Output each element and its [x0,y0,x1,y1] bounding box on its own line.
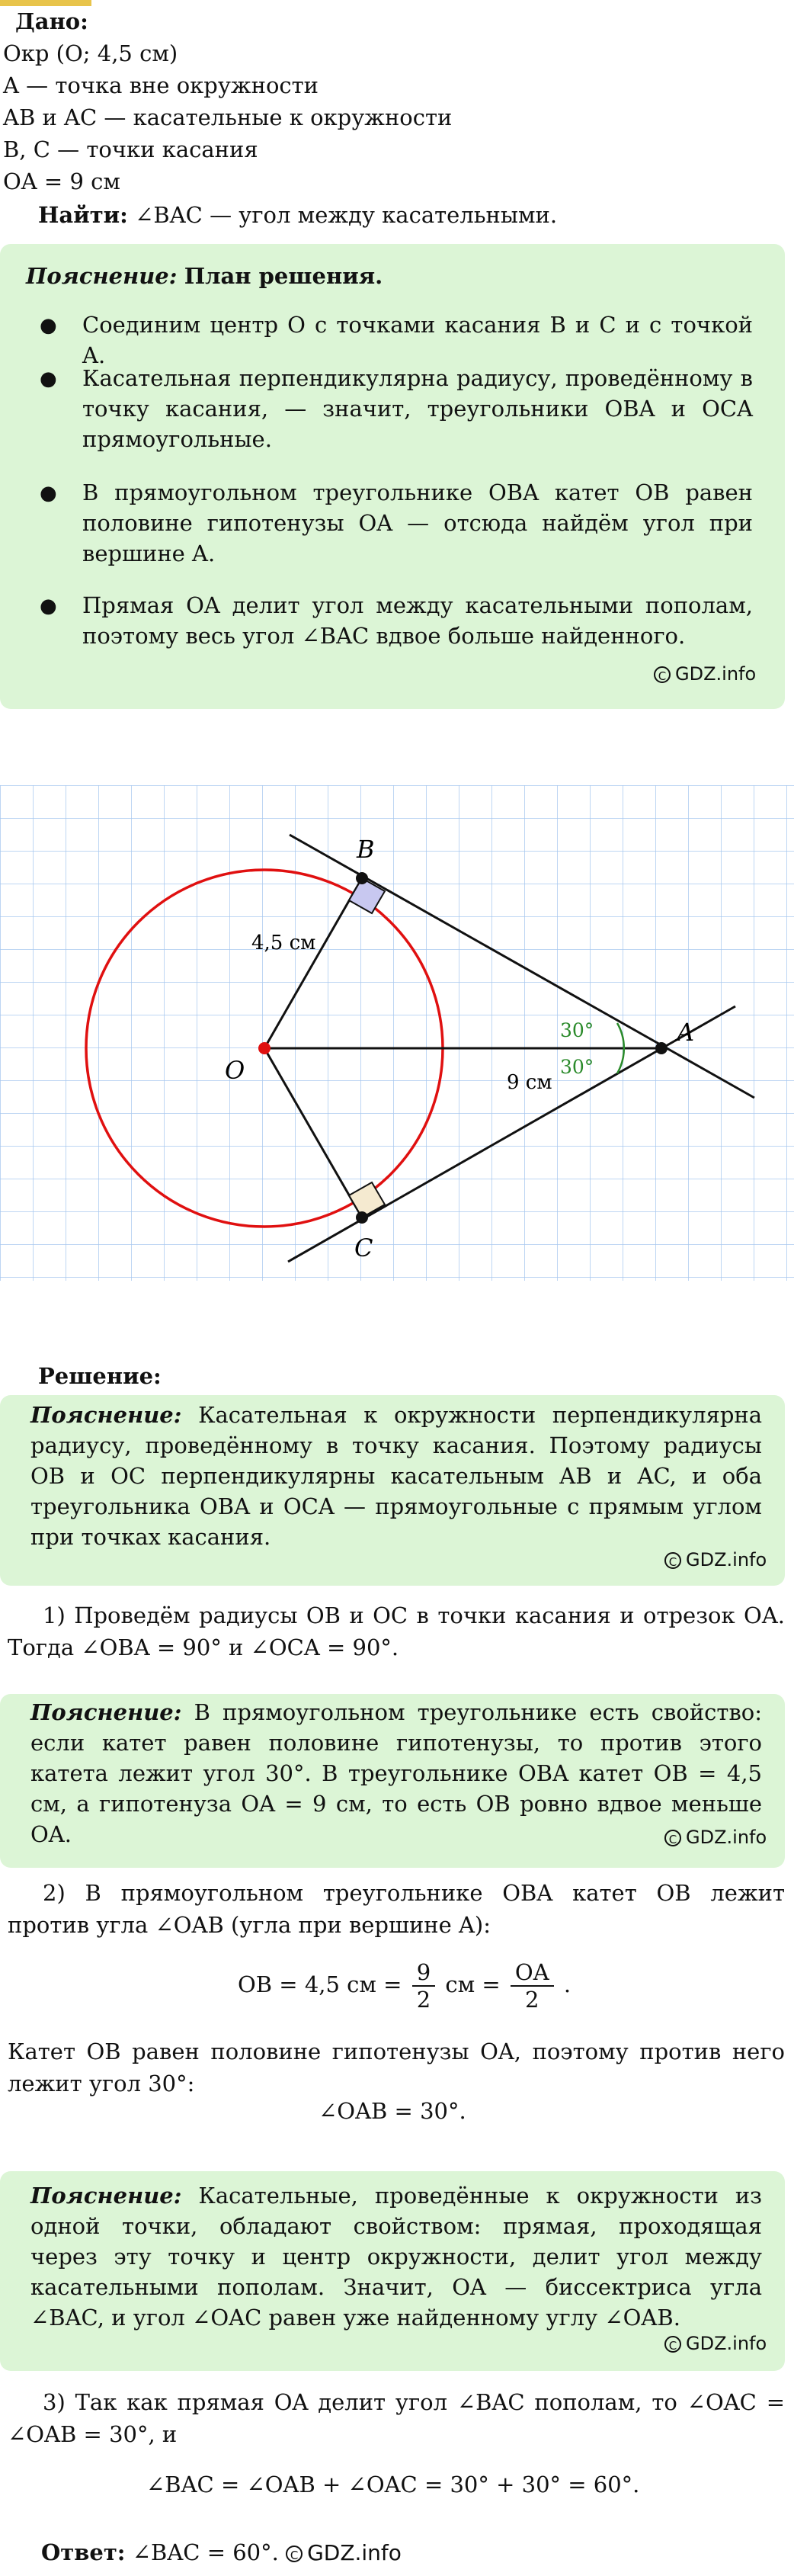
grid-background [0,785,794,1281]
formula1-mid: см = [445,1971,501,1997]
geometry-figure [0,785,794,1281]
label-b: B [357,835,375,864]
point-c [356,1211,368,1224]
expl3-copyright-text: GDZ.info [686,2333,767,2354]
fraction-num: OA [511,1959,554,1987]
expl1-head: Пояснение: [30,1402,182,1428]
copyright-icon: C [654,666,671,683]
copyright-icon: C [664,2336,681,2353]
expl1-text: Касательная к окружности перпендикулярна радиусу, проведённому в точку касания. Поэтому радиусы OB и OC перпендикулярны касательным AB и AC, и оба треугольника OBA и OCA — прямоугольные с прямым углом при точках касания. [30,1402,762,1550]
plan-copyright [654,663,756,685]
fraction-9-2 [412,1959,435,2013]
formula1-left: OB = 4,5 см = [238,1971,402,1997]
formula-3: ∠BAC = ∠OAB + ∠OAC = 30° + 30° = 60°. [146,2472,640,2497]
given-line-4: B, C — точки касания [3,136,258,162]
solution-title: Решение: [38,1363,162,1389]
copyright-icon: C [286,2546,303,2562]
fraction-den: 2 [416,1987,431,2013]
given-line-1: Окр (O; 4,5 см) [3,40,178,66]
answer-label: Ответ: [41,2539,126,2565]
plan-head: Пояснение: [26,263,178,289]
explanation-panel-3 [0,2171,785,2371]
plan-bullet-4: Прямая OA делит угол между касательными пополам, поэтому весь угол ∠BAC вдвое больше найденного. [82,592,753,649]
point-b [356,872,368,884]
step-2: 2) В прямоугольном треугольнике OBA катет OB лежит против угла ∠OAB (угла при вершине A): [8,1880,785,1938]
step-1: 1) Проведём радиусы OB и OC в точки касания и отрезок OA. Тогда ∠OBA = 90° и ∠OCA = 90°. [8,1602,785,1660]
label-c: C [354,1233,373,1262]
explanation-panel-1 [0,1395,785,1586]
step-3: 3) Так как прямая OA делит угол ∠BAC пополам, то ∠OAC = ∠OAB = 30°, и [8,2389,785,2447]
expl2-copyright [664,1827,767,1848]
bullet-dot: ● [40,367,57,390]
plan-header [26,261,383,291]
bullet-dot: ● [40,482,57,505]
answer-text: ∠BAC = 60°. [132,2539,279,2565]
plan-panel [0,244,785,709]
expl2-copyright-text: GDZ.info [686,1827,767,1848]
label-oa: 9 см [507,1071,552,1094]
plan-copyright-text: GDZ.info [675,663,757,685]
label-a: A [677,1018,695,1047]
expl1-copyright [664,1549,767,1570]
expl2-head: Пояснение: [30,1699,182,1725]
given-line-5: OA = 9 см [3,168,120,194]
bullet-dot: ● [40,314,57,337]
copyright-icon: C [664,1830,681,1846]
formula-2: ∠OAB = 30°. [319,2098,466,2124]
label-angle-top: 30° [560,1019,594,1041]
point-o [258,1042,271,1054]
find-label: Найти: [38,202,128,228]
label-o: O [225,1056,245,1085]
expl3-text: Касательные, проведённые к окружности из одной точки, обладают свойством: прямая, проходящая через эту точку и центр окружности, делит угол между касательными пополам. Значит, OA — биссектриса угла ∠BAC, и угол ∠OAC равен уже найденному углу ∠OAB. [30,2183,762,2331]
find-line [38,200,557,230]
fraction-den: 2 [525,1987,539,2013]
plan-bullet-3: В прямоугольном треугольнике OBA катет OB равен половине гипотенузы OA — отсюда найдём угол при вершине A. [82,480,753,566]
point-a [655,1042,668,1054]
given-title: Дано: [15,8,88,34]
given-line-3: AB и AC — касательные к окружности [3,104,453,130]
plan-title: План решения. [184,263,383,289]
answer-line [41,2537,402,2568]
plan-bullet-2: Касательная перпендикулярна радиусу, проведённому в точку касания, — значит, треугольники OBA и OCA прямоугольные. [82,365,753,452]
bullet-dot: ● [40,595,57,618]
formula-1 [238,1959,571,2013]
fraction-oa-2 [511,1959,554,2013]
expl2-text: В прямоугольном треугольнике есть свойство: если катет равен половине гипотенузы, то против этого катета лежит угол 30°. В треугольнике OBA катет OB = 4,5 см, а гипотенуза OA = 9 см, то есть OB ровно вдвое меньше OA. [30,1699,762,1847]
expl3-text-block [30,2180,762,2333]
fraction-num: 9 [412,1959,435,1987]
expl3-head: Пояснение: [30,2183,182,2209]
formula1-end: . [563,1971,571,1997]
copyright-icon: C [664,1552,681,1569]
step-2b: Катет OB равен половине гипотенузы OA, поэтому против него лежит угол 30°: [8,2039,785,2096]
answer-copyright [286,2540,402,2565]
label-angle-bottom: 30° [560,1056,594,1078]
expl1-copyright-text: GDZ.info [686,1549,767,1570]
explanation-panel-2 [0,1694,785,1868]
answer-copyright-text: GDZ.info [307,2540,402,2565]
expl2-text-block [30,1697,762,1849]
expl3-copyright [664,2333,767,2354]
given-line-2: A — точка вне окружности [3,72,319,98]
expl1-text-block [30,1400,762,1552]
find-text: ∠BAC — угол между касательными. [135,202,558,228]
plan-bullet-1: Соединим центр O с точками касания B и C и с точкой A. [82,312,753,368]
label-radius: 4,5 см [251,932,316,954]
logo-strip [0,0,91,6]
